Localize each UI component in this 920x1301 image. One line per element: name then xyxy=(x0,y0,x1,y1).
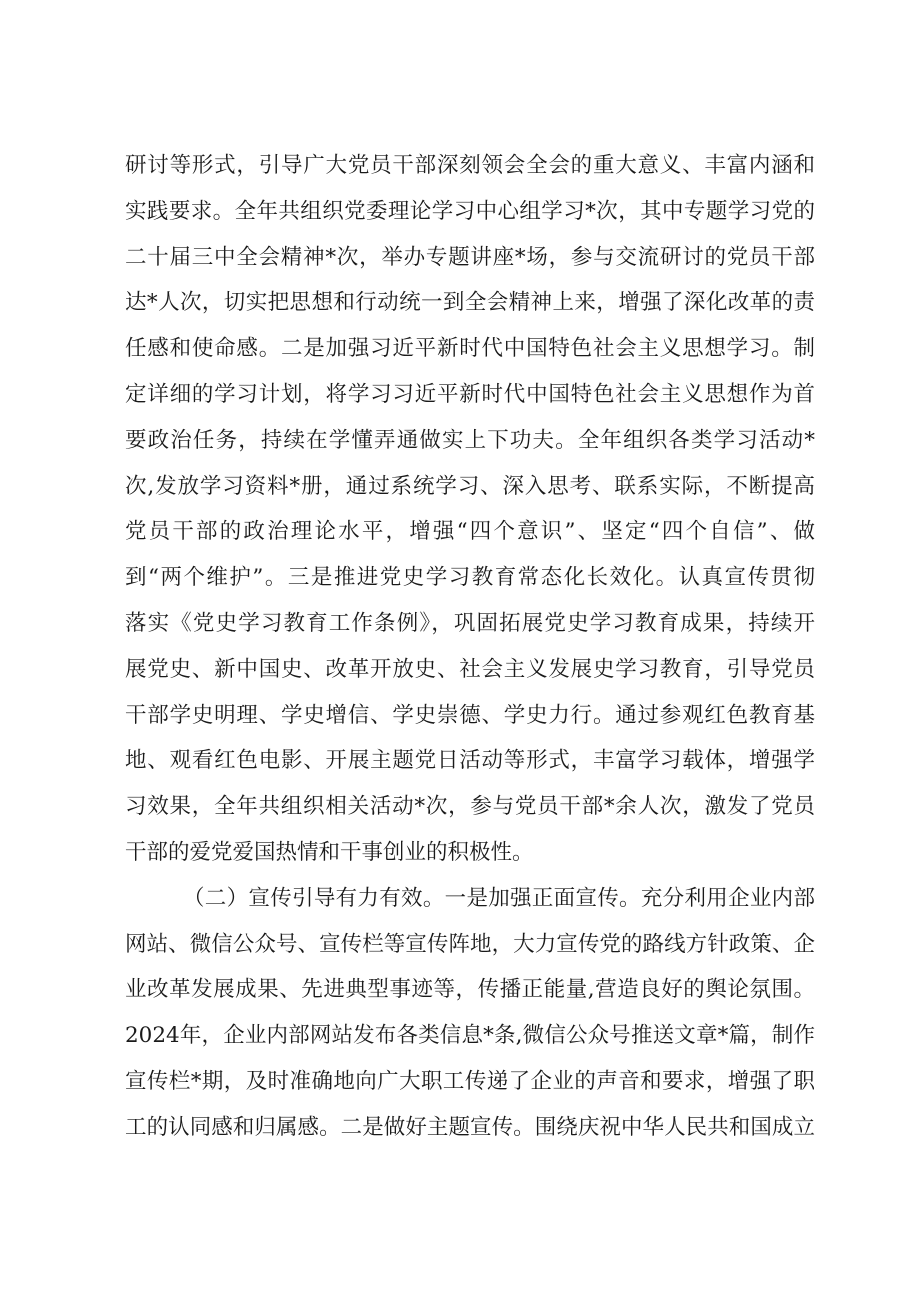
paragraph-1-line: 定详细的学习计划，将学习习近平新时代中国特色社会主义思想作为首 xyxy=(125,381,815,407)
paragraph-1-line: 研讨等形式，引导广大党员干部深刻领会全会的重大意义、丰富内涵和 xyxy=(125,153,815,178)
paragraph-2-line: 工的认同感和归属感。二是做好主题宣传。围绕庆祝中华人民共和国成立 xyxy=(125,1114,815,1140)
paragraph-2-heading-line: （二）宣传引导有力有效。一是加强正面宣传。充分利用企业内部 xyxy=(183,885,815,911)
paragraph-1-line: 落实《党史学习教育工作条例》，巩固拓展党史学习教育成果，持续开 xyxy=(125,610,815,636)
paragraph-1-line: 党员干部的政治理论水平，增强“四个意识”、坚定“四个自信”、做 xyxy=(125,519,815,545)
paragraph-1-line: 次,发放学习资料*册，通过系统学习、深入思考、联系实际，不断提高 xyxy=(125,473,815,499)
paragraph-2-line: 业改革发展成果、先进典型事迹等，传播正能量,营造良好的舆论氛围。 xyxy=(125,977,815,1003)
paragraph-2-line: 网站、微信公众号、宣传栏等宣传阵地，大力宣传党的路线方针政策、企 xyxy=(125,931,815,957)
paragraph-1-line: 地、观看红色电影、开展主题党日活动等形式，丰富学习载体，增强学 xyxy=(125,748,815,774)
paragraph-1-line: 要政治任务，持续在学懂弄通做实上下功夫。全年组织各类学习活动* xyxy=(125,427,815,453)
paragraph-1-line: 二十届三中全会精神*次，举办专题讲座*场，参与交流研讨的党员干部 xyxy=(125,244,815,270)
paragraph-1-line: 任感和使命感。二是加强习近平新时代中国特色社会主义思想学习。制 xyxy=(125,336,815,362)
document-body xyxy=(125,143,815,1151)
paragraph-2-line: 宣传栏*期，及时准确地向广大职工传递了企业的声音和要求，增强了职 xyxy=(125,1068,815,1094)
paragraph-1-line: 干部的爱党爱国热情和干事创业的积极性。 xyxy=(125,839,534,865)
paragraph-2-line: 2024年，企业内部网站发布各类信息*条,微信公众号推送文章*篇，制作 xyxy=(125,1023,815,1049)
paragraph-1-line: 干部学史明理、学史增信、学史崇德、学史力行。通过参观红色教育基 xyxy=(125,702,815,728)
paragraph-1-line: 展党史、新中国史、改革开放史、社会主义发展史学习教育，引导党员 xyxy=(125,656,815,682)
paragraph-1-line: 习效果，全年共组织相关活动*次，参与党员干部*余人次，激发了党员 xyxy=(125,794,815,820)
paragraph-1-line: 到“两个维护”。三是推进党史学习教育常态化长效化。认真宣传贯彻 xyxy=(125,565,815,591)
paragraph-1-line: 实践要求。全年共组织党委理论学习中心组学习*次，其中专题学习党的 xyxy=(125,198,815,224)
paragraph-1-line: 达*人次，切实把思想和行动统一到全会精神上来，增强了深化改革的责 xyxy=(125,290,815,316)
